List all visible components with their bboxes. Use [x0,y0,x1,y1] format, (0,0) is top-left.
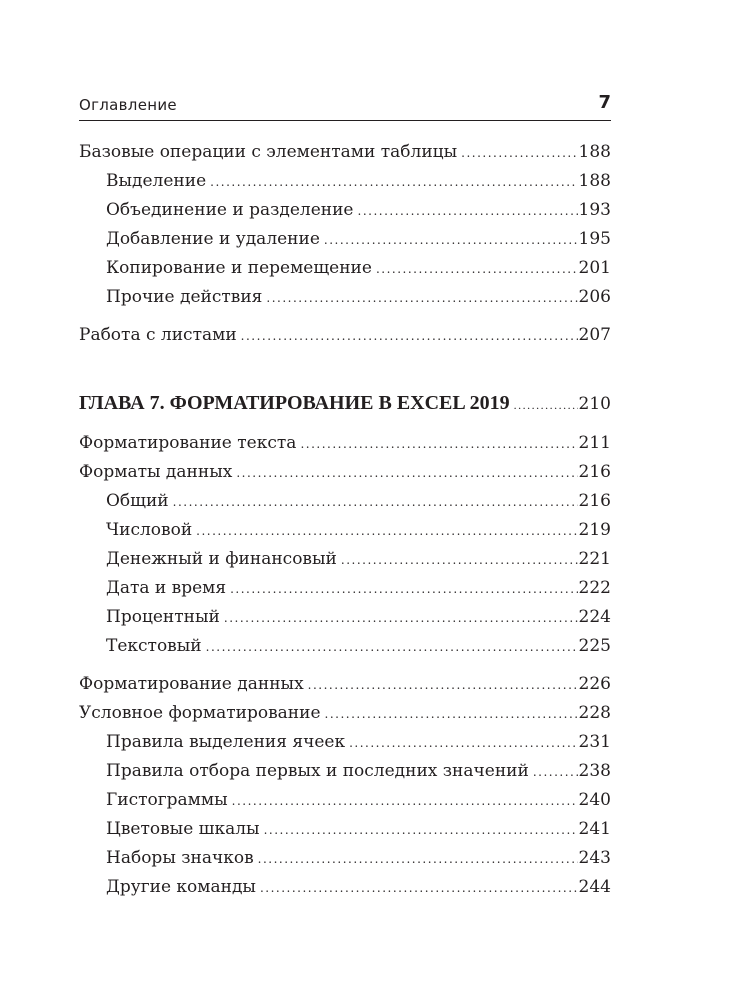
toc-entry-title: Текстовый [106,636,202,656]
toc-subentry [79,603,611,632]
toc-entry-page: 188 [578,142,611,162]
chapter-title: ГЛАВА 7. ФОРМАТИРОВАНИЕ В EXCEL 2019 [79,392,510,414]
dot-leader [349,729,577,758]
dot-leader [236,459,577,488]
running-header [79,92,611,121]
dot-leader [258,845,578,874]
toc-entry-page: 211 [578,433,611,453]
toc-entry-page: 221 [578,549,611,569]
toc-subentry [79,196,611,225]
toc-entry-page: 241 [578,819,611,839]
dot-leader [241,322,578,351]
toc-entry-title: Другие команды [106,877,256,897]
toc-entry-title: Форматирование текста [79,433,297,453]
toc-entry [79,458,611,487]
table-of-contents [79,138,611,902]
dot-leader [264,816,578,845]
toc-chapter-heading [79,387,611,419]
toc-entry-title: Форматирование данных [79,674,304,694]
toc-entry-title: Цветовые шкалы [106,819,260,839]
toc-entry-title: Прочие действия [106,287,263,307]
dot-leader [461,139,577,168]
toc-entry-page: 216 [578,462,611,482]
toc-entry-page: 206 [578,287,611,307]
toc-entry-title: Объединение и разделение [106,200,354,220]
toc-entry-page: 188 [578,171,611,191]
dot-leader [358,197,578,226]
dot-leader [260,874,578,903]
spacer [79,661,611,670]
dot-leader [224,604,578,633]
toc-subentry [79,254,611,283]
toc-entry-page: 201 [578,258,611,278]
dot-leader [196,517,577,546]
toc-subentry [79,487,611,516]
dot-leader [173,488,578,517]
dot-leader [230,575,577,604]
dot-leader [308,671,578,700]
toc-entry-page: 219 [578,520,611,540]
toc-entry-page: 244 [578,877,611,897]
toc-entry-page: 207 [578,325,611,345]
spacer [79,350,611,387]
toc-entry-title: Базовые операции с элементами таблицы [79,142,458,162]
toc-entry-page: 222 [578,578,611,598]
toc-subentry [79,873,611,902]
toc-subentry [79,574,611,603]
toc-entry-title: Копирование и перемещение [106,258,372,278]
toc-subentry [79,786,611,815]
dot-leader [376,255,578,284]
toc-entry [79,138,611,167]
toc-entry-title: Работа с листами [79,325,237,345]
toc-entry-page: 243 [578,848,611,868]
dot-leader [514,389,578,421]
toc-entry-title: Процентный [106,607,220,627]
dot-leader [266,284,577,313]
toc-subentry [79,728,611,757]
dot-leader [533,758,578,787]
toc-entry-title: Правила отбора первых и последних значений [106,761,529,781]
toc-entry-title: Правила выделения ячеек [106,732,346,752]
toc-entry [79,670,611,699]
toc-entry-title: Выделение [106,171,207,191]
toc-entry [79,429,611,458]
toc-subentry [79,225,611,254]
toc-subentry [79,757,611,786]
dot-leader [210,168,577,197]
chapter-page: 210 [578,394,611,414]
toc-entry-page: 216 [578,491,611,511]
toc-entry-title: Добавление и удаление [106,229,320,249]
dot-leader [300,430,577,459]
spacer [79,312,611,321]
toc-entry-title: Условное форматирование [79,703,321,723]
toc-entry-page: 238 [578,761,611,781]
toc-entry-page: 226 [578,674,611,694]
dot-leader [232,787,578,816]
toc-entry-title: Гистограммы [106,790,228,810]
toc-entry-page: 224 [578,607,611,627]
dot-leader [325,700,578,729]
toc-subentry [79,545,611,574]
toc-entry-title: Денежный и финансовый [106,549,337,569]
toc-entry [79,699,611,728]
toc-entry-page: 193 [578,200,611,220]
toc-subentry [79,844,611,873]
running-header-title: Оглавление [79,96,177,114]
toc-subentry [79,815,611,844]
toc-entry-title: Числовой [106,520,193,540]
dot-leader [341,546,578,575]
toc-subentry [79,283,611,312]
toc-entry-page: 231 [578,732,611,752]
toc-entry-title: Наборы значков [106,848,254,868]
toc-entry-page: 228 [578,703,611,723]
dot-leader [206,633,578,662]
toc-entry-page: 240 [578,790,611,810]
toc-subentry [79,167,611,196]
toc-entry-title: Общий [106,491,169,511]
toc-subentry [79,516,611,545]
toc-subentry [79,632,611,661]
toc-entry-title: Форматы данных [79,462,233,482]
page-number: 7 [598,92,611,113]
toc-entry [79,321,611,350]
toc-entry-title: Дата и время [106,578,227,598]
toc-entry-page: 225 [578,636,611,656]
toc-entry-page: 195 [578,229,611,249]
dot-leader [324,226,578,255]
